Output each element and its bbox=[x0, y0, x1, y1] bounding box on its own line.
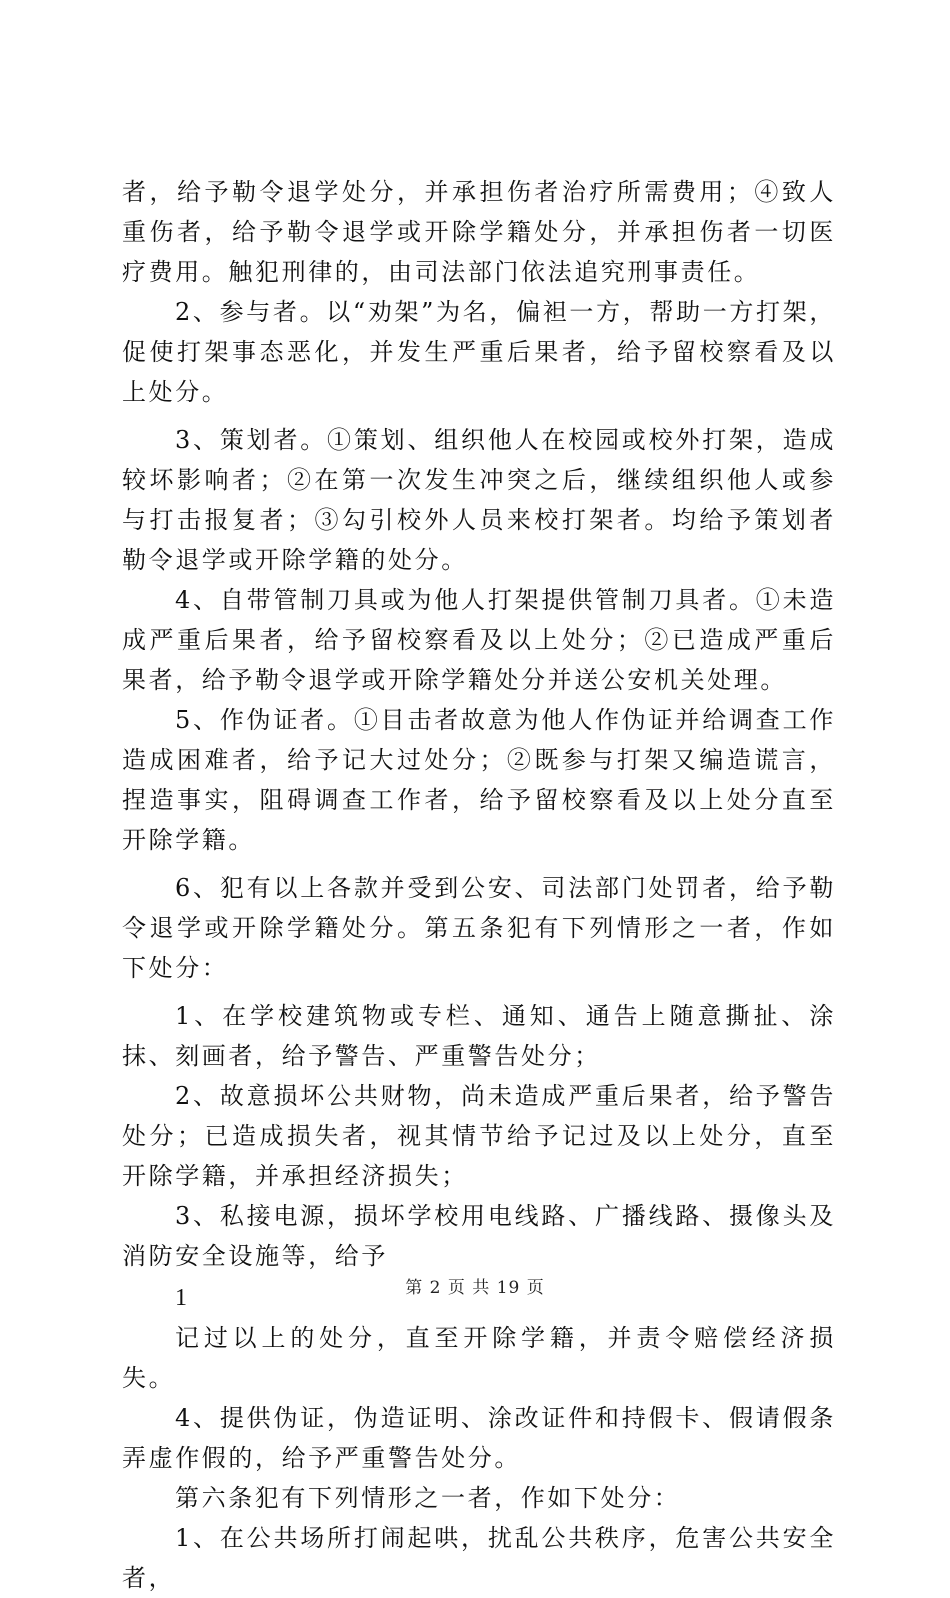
paragraph-item-6: 6、犯有以上各款并受到公安、司法部门处罚者，给予勒令退学或开除学籍处分。第五条犯有下列情形之一者，作如下处分： bbox=[122, 874, 836, 982]
paragraph-article5-item-4: 4、提供伪证，伪造证明、涂改证件和持假卡、假请假条弄虚作假的，给予严重警告处分。 bbox=[122, 1404, 836, 1472]
paragraph-continuation: 者，给予勒令退学处分，并承担伤者治疗所需费用；④致人重伤者，给予勒令退学或开除学籍处分，并承担伤者一切医疗费用。触犯刑律的，由司法部门依法追究刑事责任。 bbox=[122, 178, 836, 286]
inline-page-number: 1 bbox=[175, 1285, 190, 1311]
paragraph-item-5: 5、作伪证者。①目击者故意为他人作伪证并给调查工作造成困难者，给予记大过处分；②既参与打架又编造谎言，捏造事实，阻碍调查工作者，给予留校察看及以上处分直至开除学籍。 bbox=[122, 706, 836, 854]
paragraph-article6-heading: 第六条犯有下列情形之一者，作如下处分： bbox=[175, 1484, 681, 1512]
paragraph-article6-item-1: 1、在公共场所打闹起哄，扰乱公共秩序，危害公共安全者， bbox=[122, 1524, 836, 1592]
document-body bbox=[122, 172, 836, 1598]
paragraph-article5-item-3-cont: 记过以上的处分，直至开除学籍，并责令赔偿经济损失。 bbox=[122, 1324, 836, 1392]
paragraph-article5-item-1: 1、在学校建筑物或专栏、通知、通告上随意撕扯、涂抹、刻画者，给予警告、严重警告处分； bbox=[122, 1002, 836, 1070]
page-footer: 第 2 页 共 19 页 bbox=[405, 1278, 545, 1298]
paragraph-item-3: 3、策划者。①策划、组织他人在校园或校外打架，造成较坏影响者；②在第一次发生冲突之后，继续组织他人或参与打击报复者；③勾引校外人员来校打架者。均给予策划者勒令退学或开除学籍的处分。 bbox=[122, 426, 836, 574]
paragraph-item-4: 4、自带管制刀具或为他人打架提供管制刀具者。①未造成严重后果者，给予留校察看及以上处分；②已造成严重后果者，给予勒令退学或开除学籍处分并送公安机关处理。 bbox=[122, 586, 836, 694]
paragraph-item-2: 2、参与者。以“劝架”为名，偏袒一方，帮助一方打架，促使打架事态恶化，并发生严重后果者，给予留校察看及以上处分。 bbox=[122, 298, 836, 406]
paragraph-article5-item-2: 2、故意损坏公共财物，尚未造成严重后果者，给予警告处分；已造成损失者，视其情节给予记过及以上处分，直至开除学籍，并承担经济损失； bbox=[122, 1082, 836, 1190]
paragraph-article5-item-3: 3、私接电源，损坏学校用电线路、广播线路、摄像头及消防安全设施等，给予 bbox=[122, 1202, 836, 1270]
